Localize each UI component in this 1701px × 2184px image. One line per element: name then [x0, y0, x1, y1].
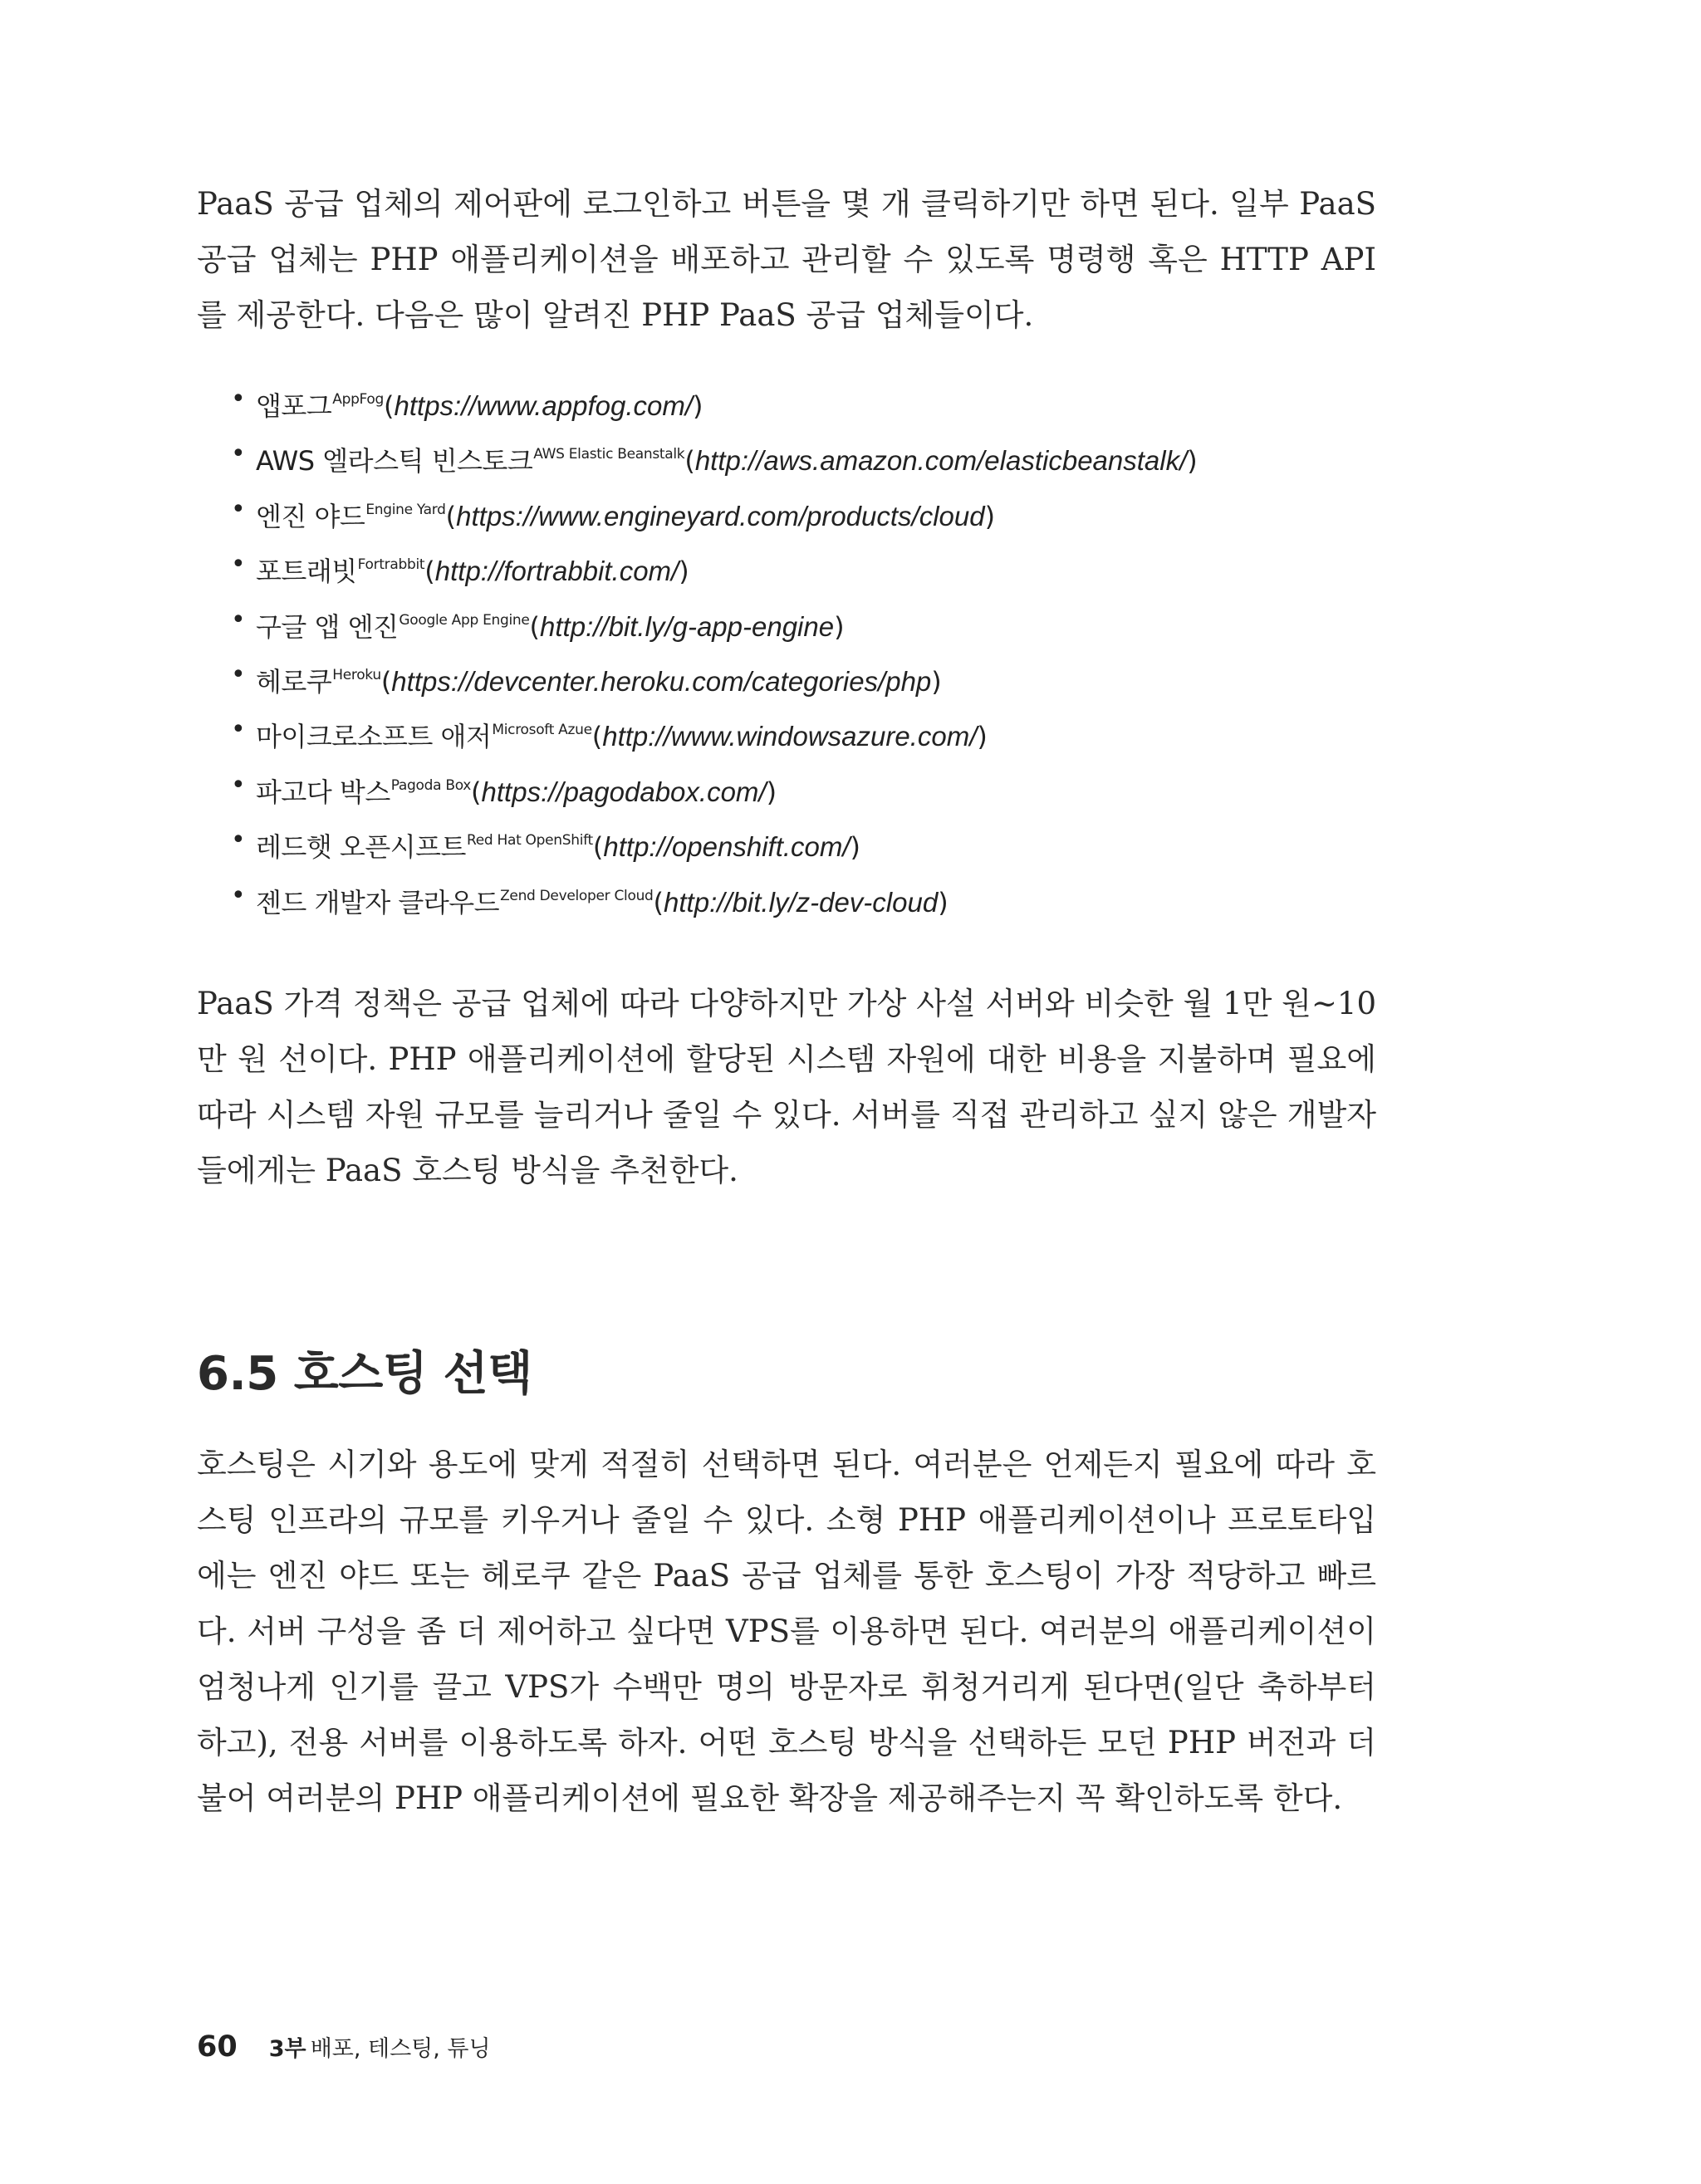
- provider-list-item: • AWS 엘라스틱 빈스토크$^{AWS Elastic Beanstalk}$(http://aws.amazon.com/elasticbeanstalk/): [231, 427, 1198, 482]
- provider-english-name: Engine Yard: [365, 501, 446, 518]
- provider-name: 엔진 야드: [256, 500, 365, 532]
- provider-url-link[interactable]: https://www.engineyard.com/products/cloud: [456, 500, 985, 531]
- bullet-icon: •: [231, 384, 246, 414]
- provider-english-name: Fortrabbit: [357, 556, 425, 574]
- provider-name: 레드햇 오픈시프트: [256, 831, 466, 864]
- provider-list-item: • 포트래빗$^{Fortrabbit}$(http://fortrabbit.com/): [231, 537, 1198, 592]
- provider-english-name: Pagoda Box: [390, 776, 472, 794]
- bullet-icon: •: [231, 659, 246, 689]
- paas-provider-list: [231, 372, 1198, 923]
- part-title: 배포, 테스팅, 튜닝: [310, 2036, 491, 2062]
- bullet-icon: •: [231, 439, 246, 469]
- provider-english-name: Microsoft Azue: [492, 722, 592, 739]
- bullet-icon: •: [231, 605, 246, 634]
- provider-list-item: • 젠드 개발자 클라우드$^{Zend Developer Cloud}$(http://bit.ly/z-dev-cloud): [231, 869, 1198, 923]
- provider-name: 앱포그: [256, 390, 332, 422]
- page-footer: [197, 2030, 491, 2064]
- provider-list-item: • 엔진 야드$^{Engine Yard}$(https://www.engineyard.com/products/cloud): [231, 482, 1198, 537]
- provider-english-name: AppFog: [332, 391, 385, 408]
- provider-list-item: • 파고다 박스$^{Pagoda Box}$(https://pagodabox.com/): [231, 758, 1198, 813]
- provider-english-name: Zend Developer Cloud: [500, 887, 654, 904]
- provider-url-link[interactable]: http://bit.ly/z-dev-cloud: [664, 886, 939, 918]
- bullet-icon: •: [231, 880, 246, 910]
- bullet-icon: •: [231, 715, 246, 745]
- provider-name: 젠드 개발자 클라우드: [256, 886, 500, 918]
- part-number: 3부: [268, 2036, 306, 2062]
- bullet-icon: •: [231, 770, 246, 800]
- provider-english-name: Google App Engine: [399, 611, 530, 629]
- provider-url-link[interactable]: https://www.appfog.com/: [394, 390, 694, 421]
- provider-english-name: Heroku: [332, 666, 381, 683]
- provider-url-link[interactable]: https://pagodabox.com/: [481, 776, 767, 807]
- bullet-icon: •: [231, 550, 246, 580]
- provider-name: 헤로쿠: [256, 665, 332, 698]
- provider-name: 마이크로소프트 애저: [256, 721, 492, 753]
- provider-url-link[interactable]: http://openshift.com/: [603, 831, 850, 863]
- provider-name: 파고다 박스: [256, 776, 390, 808]
- bullet-icon: •: [231, 825, 246, 855]
- provider-url-link[interactable]: https://devcenter.heroku.com/categories/php: [391, 665, 932, 697]
- provider-list-item: • 헤로쿠$^{Heroku}$(https://devcenter.heroku.com/categories/php): [231, 648, 1198, 703]
- provider-list-item: • 마이크로소프트 애저$^{Microsoft Azue}$(http://www.windowsazure.com/): [231, 703, 1198, 757]
- provider-name: AWS 엘라스틱 빈스토크: [256, 445, 533, 477]
- provider-english-name: Red Hat OpenShift: [466, 832, 593, 850]
- provider-list-item: • 구글 앱 엔진$^{Google App Engine}$(http://bit.ly/g-app-engine): [231, 593, 1198, 648]
- section-heading: 6.5 호스팅 선택: [197, 1347, 532, 1401]
- provider-list-item: • 앱포그$^{AppFog}$(https://www.appfog.com/): [231, 372, 1198, 427]
- provider-list-item: • 레드햇 오픈시프트$^{Red Hat OpenShift}$(http://openshift.com/): [231, 813, 1198, 868]
- provider-url-link[interactable]: http://aws.amazon.com/elasticbeanstalk/: [694, 445, 1188, 477]
- page-number: 60: [197, 2030, 238, 2064]
- provider-url-link[interactable]: http://bit.ly/g-app-engine: [540, 610, 835, 642]
- provider-url-link[interactable]: http://www.windowsazure.com/: [602, 721, 978, 752]
- paragraph-paas-pricing: PaaS 가격 정책은 공급 업체에 따라 다양하지만 가상 사설 서버와 비슷한 월 1만 원~10만 원 선이다. PHP 애플리케이션에 할당된 시스템 자원에 대한 비용을 지불하며 필요에 따라 시스템 자원 규모를 늘리거나 줄일 수 있다. 서버를 직접 관리하고 싶지 않은 개발자들에게는 PaaS 호스팅 방식을 추천한다.: [197, 986, 1376, 1188]
- paragraph-hosting-choice: 호스팅은 시기와 용도에 맞게 적절히 선택하면 된다. 여러분은 언제든지 필요에 따라 호스팅 인프라의 규모를 키우거나 줄일 수 있다. 소형 PHP 애플리케이션이나 프로토타입에는 엔진 야드 또는 헤로쿠 같은 PaaS 공급 업체를 통한 호스팅이 가장 적당하고 빠르다. 서버 구성을 좀 더 제어하고 싶다면 VPS를 이용하면 된다. 여러분의 애플리케이션이 엄청나게 인기를 끌고 VPS가 수백만 명의 방문자로 휘청거리게 된다면(일단 축하부터 하고), 전용 서버를 이용하도록 하자. 어떤 호스팅 방식을 선택하든 모던 PHP 버전과 더불어 여러분의 PHP 애플리케이션에 필요한 확장을 제공해주는지 꼭 확인하도록 한다.: [197, 1447, 1376, 1816]
- provider-name: 구글 앱 엔진: [256, 610, 399, 643]
- paragraph-paas-intro: PaaS 공급 업체의 제어판에 로그인하고 버튼을 몇 개 클릭하기만 하면 된다. 일부 PaaS 공급 업체는 PHP 애플리케이션을 배포하고 관리할 수 있도록 명령행 혹은 HTTP API를 제공한다. 다음은 많이 알려진 PHP PaaS 공급 업체들이다.: [197, 186, 1376, 333]
- provider-name: 포트래빗: [256, 556, 357, 588]
- provider-url-link[interactable]: http://fortrabbit.com/: [434, 556, 679, 587]
- bullet-icon: •: [231, 494, 246, 524]
- provider-english-name: AWS Elastic Beanstalk: [533, 446, 685, 463]
